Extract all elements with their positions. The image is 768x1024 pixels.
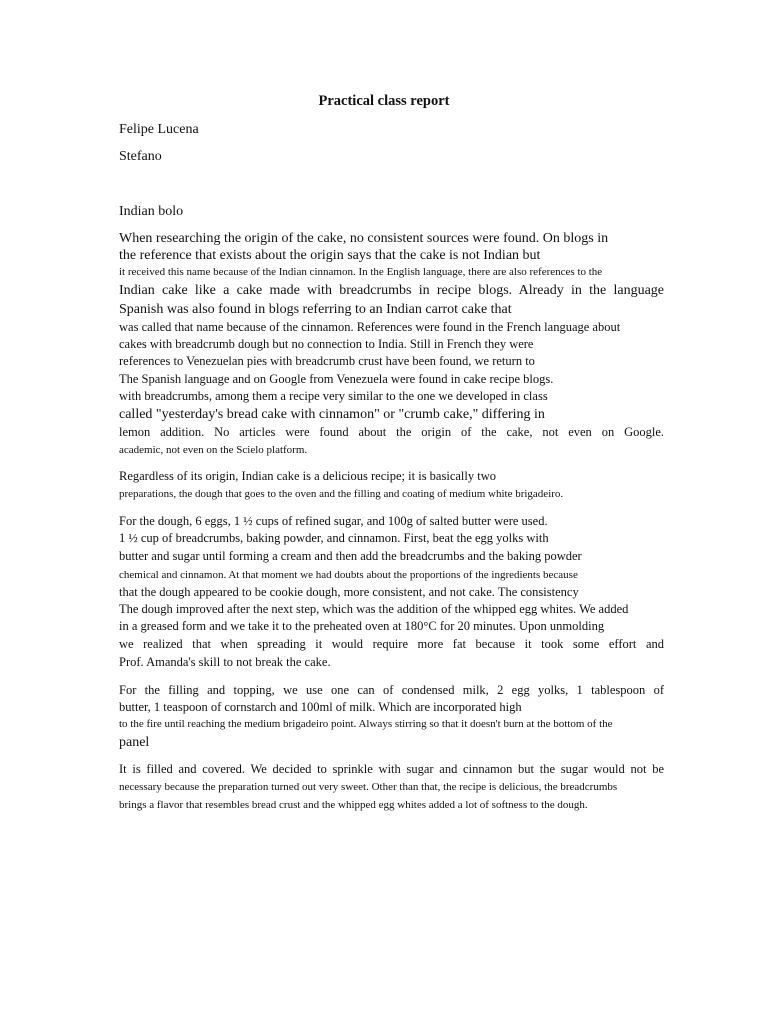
- text-line: chemical and cinnamon. At that moment we had doubts about the proportions of the ingredients because: [119, 569, 578, 581]
- text-line: it received this name because of the Indian cinnamon. In the English language, there are also references to the: [119, 266, 603, 278]
- text-line: references to Venezuelan pies with breadcrumb crust have been found, we return to: [119, 354, 535, 368]
- text-line: cakes with breadcrumb dough but no connection to India. Still in French they were: [119, 337, 534, 351]
- text-line: When researching the origin of the cake, no consistent sources were found. On blogs in: [119, 231, 609, 246]
- text-line: that the dough appeared to be cookie dough, more consistent, and not cake. The consistency: [119, 585, 579, 599]
- text-line: For the dough, 6 eggs, 1 ½ cups of refined sugar, and 100g of salted butter were used.: [119, 514, 548, 528]
- text-line: The dough improved after the next step, which was the addition of the whipped egg whites. We added: [119, 602, 629, 616]
- author-name: Stefano: [119, 149, 162, 164]
- text-line: Indian cake like a cake made with breadcrumbs in recipe blogs. Already in the language: [119, 283, 664, 298]
- text-line: with breadcrumbs, among them a recipe very similar to the one we developed in class: [119, 389, 548, 403]
- text-line: butter, 1 teaspoon of cornstarch and 100ml of milk. Which are incorporated high: [119, 700, 522, 714]
- text-line: For the filling and topping, we use one can of condensed milk, 2 egg yolks, 1 tablespoon of: [119, 683, 664, 697]
- text-line: It is filled and covered. We decided to sprinkle with sugar and cinnamon but the sugar would not be: [119, 762, 664, 776]
- text-line: to the fire until reaching the medium brigadeiro point. Always stirring so that it doesn't burn at the bottom of the: [119, 718, 613, 730]
- text-line: the reference that exists about the origin says that the cake is not Indian but: [119, 248, 541, 263]
- text-line: 1 ½ cup of breadcrumbs, baking powder, and cinnamon. First, beat the egg yolks with: [119, 531, 549, 545]
- text-line: Prof. Amanda's skill to not break the cake.: [119, 655, 331, 669]
- author-name: Felipe Lucena: [119, 122, 199, 137]
- text-line: academic, not even on the Scielo platform.: [119, 444, 308, 456]
- text-line: The Spanish language and on Google from Venezuela were found in cake recipe blogs.: [119, 372, 554, 386]
- text-line: Regardless of its origin, Indian cake is a delicious recipe; it is basically two: [119, 469, 496, 483]
- text-line: panel: [119, 735, 150, 750]
- text-line: lemon addition. No articles were found about the origin of the cake, not even on Google.: [119, 425, 664, 439]
- text-line: called "yesterday's bread cake with cinnamon" or "crumb cake," differing in: [119, 407, 545, 422]
- text-line: preparations, the dough that goes to the oven and the filling and coating of medium white brigadeiro.: [119, 488, 564, 500]
- text-line: in a greased form and we take it to the preheated oven at 180°C for 20 minutes. Upon unmolding: [119, 619, 605, 633]
- document-title: Practical class report: [318, 93, 450, 109]
- text-line: brings a flavor that resembles bread crust and the whipped egg whites added a lot of softness to the dough.: [119, 799, 588, 811]
- section-heading: Indian bolo: [119, 204, 184, 219]
- text-line: was called that name because of the cinnamon. References were found in the French language about: [119, 320, 621, 334]
- text-line: Spanish was also found in blogs referring to an Indian carrot cake that: [119, 302, 512, 317]
- text-line: necessary because the preparation turned out very sweet. Other than that, the recipe is delicious, the breadcrumbs: [119, 781, 618, 793]
- text-line: butter and sugar until forming a cream and then add the breadcrumbs and the baking powder: [119, 549, 582, 563]
- text-line: we realized that when spreading it would require more fat because it took some effort and: [119, 637, 664, 651]
